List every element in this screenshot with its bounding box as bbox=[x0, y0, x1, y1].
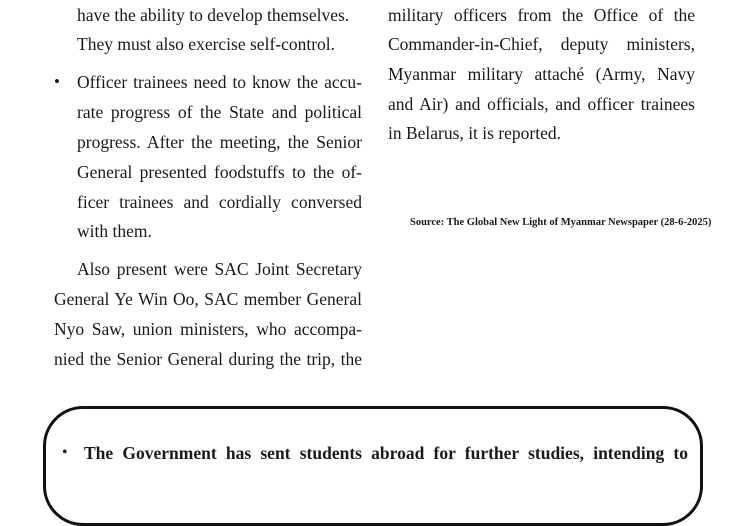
text-line: military officers from the Office of the bbox=[388, 5, 695, 25]
source-citation: Source: The Global New Light of Myanmar Newspaper (28-6-2025) bbox=[410, 217, 712, 228]
text-line: nied the Senior General during the trip, the bbox=[54, 349, 362, 369]
text-line: progress. After the meeting, the Senior bbox=[77, 132, 362, 152]
bullet-icon: • bbox=[54, 72, 60, 91]
text-line: Myanmar military attaché (Army, Navy bbox=[388, 64, 695, 84]
text-line: They must also exercise self-control. bbox=[77, 34, 336, 54]
text-line: have the ability to develop themselves. bbox=[77, 5, 350, 25]
text-line: and Air) and officials, and officer trainees bbox=[388, 94, 695, 114]
text-line: General presented foodstuffs to the of- bbox=[77, 162, 362, 182]
text-line: General Ye Win Oo, SAC member General bbox=[54, 289, 362, 309]
text-line: Nyo Saw, union ministers, who accompa- bbox=[54, 319, 362, 339]
text-line: rate progress of the State and political bbox=[77, 102, 362, 122]
text-line: ficer trainees and cordially conversed bbox=[77, 192, 362, 212]
callout-box bbox=[43, 406, 703, 526]
text-line: with them. bbox=[77, 221, 152, 241]
text-line: Commander-in-Chief, deputy ministers, bbox=[388, 34, 695, 54]
callout-text: The Government has sent students abroad for further studies, intending to bbox=[84, 443, 688, 463]
text-line: in Belarus, it is reported. bbox=[388, 123, 562, 143]
text-line: Officer trainees need to know the accu- bbox=[77, 72, 362, 92]
text-line: Also present were SAC Joint Secretary bbox=[77, 259, 362, 279]
bullet-icon: • bbox=[62, 444, 68, 461]
